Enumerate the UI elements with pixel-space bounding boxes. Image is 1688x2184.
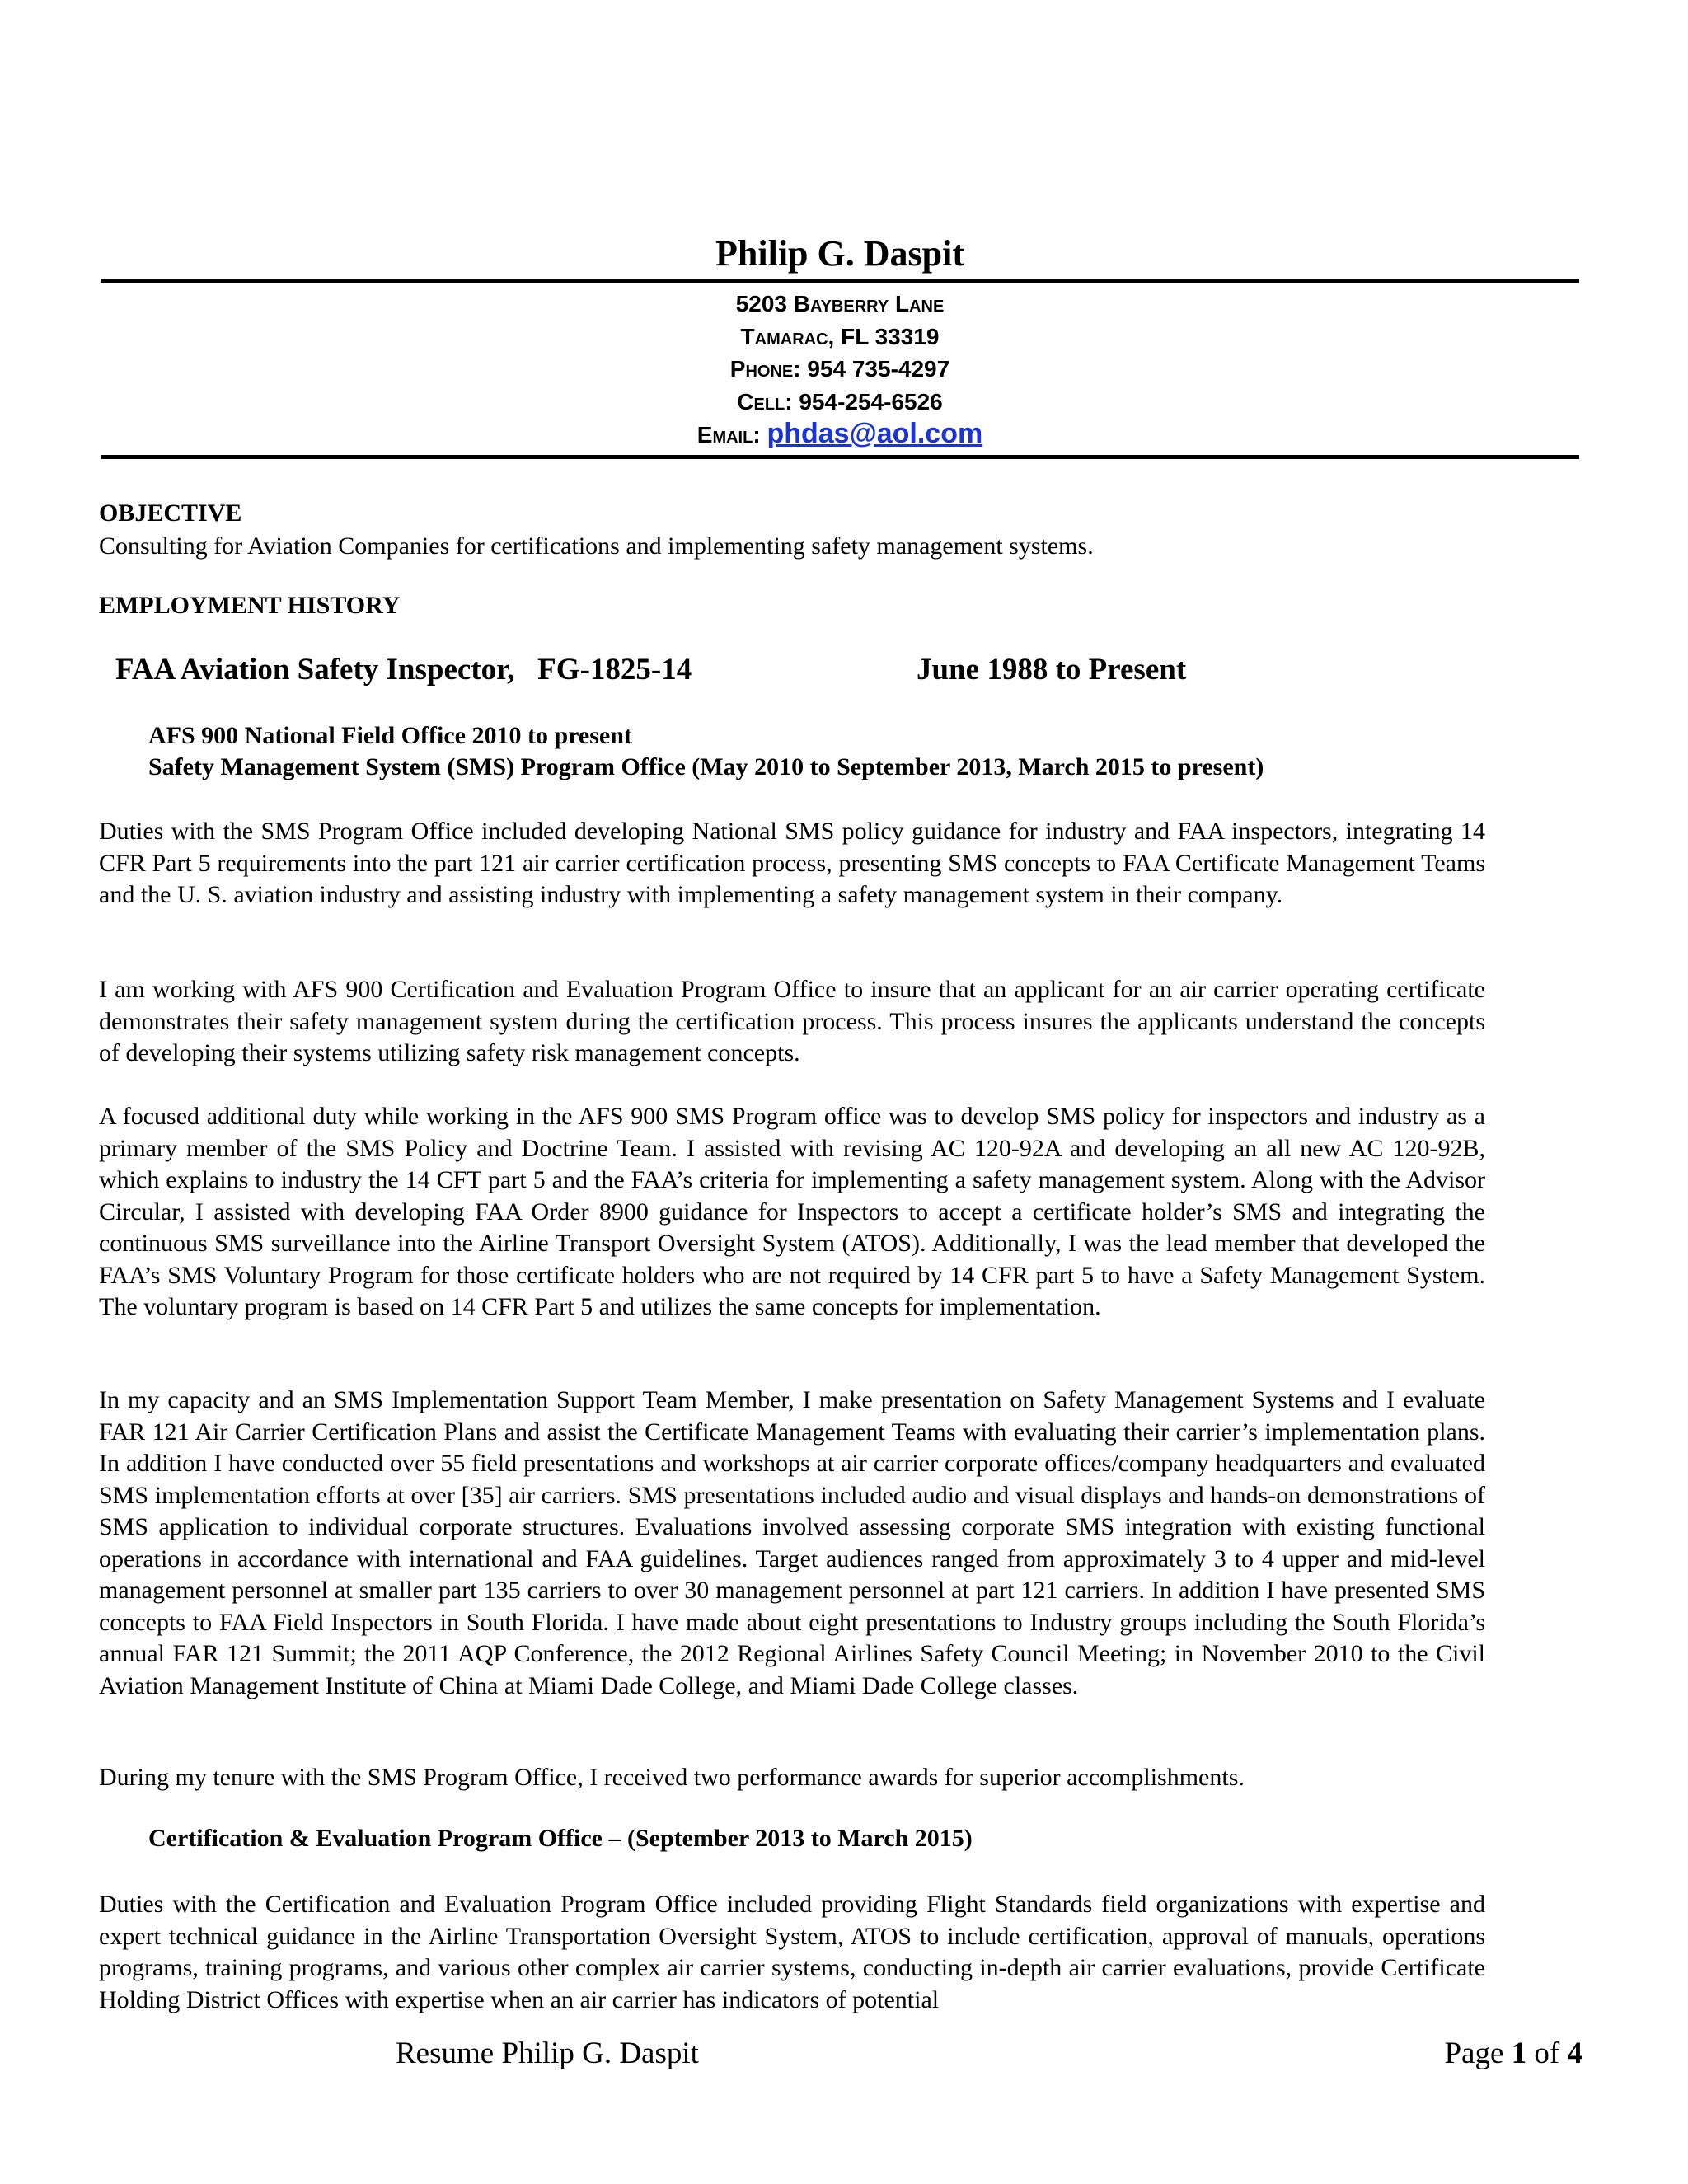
office-subheading-1: AFS 900 National Field Office 2010 to present: [148, 722, 632, 749]
cell-line: Cell: 954-254-6526: [737, 388, 943, 415]
objective-heading: OBJECTIVE: [99, 499, 242, 527]
page-current: 1: [1511, 2036, 1527, 2070]
contact-block: [101, 283, 1579, 455]
office-subheading-cert-eval: Certification & Evaluation Program Office – (September 2013 to March 2015): [148, 1825, 973, 1852]
footer-page-number: [1444, 2036, 1582, 2071]
paragraph-implementation-support: In my capacity and an SMS Implementation Support Team Member, I make presentation on Safety Management Systems and I evaluate FAR 121 Air Carrier Certification Plans and assist the Certificate Management Teams with evaluating their carrier’s implementation plans. In addition I have conducted over 55 field presentations and workshops at air carrier corporate offices/company headquarters and evaluated SMS implementation efforts at over [35] air carriers. SMS presentations included audio and visual displays and hands-on demonstrations of SMS application to individual corporate structures. Evaluations involved assessing corporate SMS integration with existing functional operations in accordance with international and FAA guidelines. Target audiences ranged from approximately 3 to 4 upper and mid-level management personnel at smaller part 135 carriers to over 30 management personnel at part 121 carriers. In addition I have presented SMS concepts to FAA Field Inspectors in South Florida. I have made about eight presentations to Industry groups including the South Florida’s annual FAR 121 Summit; the 2011 AQP Conference, the 2012 Regional Airlines Safety Council Meeting; in November 2010 to the Civil Aviation Management Institute of China at Miami Dade College, and Miami Dade College classes.: [99, 1386, 1485, 1699]
footer-resume-title: Resume Philip G. Daspit: [396, 2036, 699, 2070]
candidate-name: Philip G. Daspit: [715, 233, 964, 274]
page-prefix: Page: [1444, 2036, 1512, 2070]
address-line-2: Tamarac, FL 33319: [740, 323, 940, 349]
page-mid: of: [1526, 2036, 1568, 2070]
phone-line: Phone: 954 735-4297: [729, 356, 950, 382]
email-link[interactable]: phdas@aol.com: [767, 418, 983, 449]
email-label: Email:: [696, 422, 761, 448]
paragraph-certification-applicants: I am working with AFS 900 Certification and Evaluation Program Office to insure that an applicant for an air carrier operating certificate demonstrates their safety management system during the certification process. This process insures the applicants understand the concepts of developing their systems utilizing safety risk management concepts.: [99, 976, 1485, 1066]
paragraph-sms-duties: Duties with the SMS Program Office included developing National SMS policy guidance for industry and FAA inspectors, integrating 14 CFR Part 5 requirements into the part 121 air carrier certification process, presenting SMS concepts to FAA Certificate Management Teams and the U. S. aviation industry and assisting industry with implementing a safety management system in their company.: [99, 818, 1485, 908]
address-line-1: 5203 Bayberry Lane: [735, 291, 945, 316]
paragraph-policy-doctrine: A focused additional duty while working in the AFS 900 SMS Program office was to develop SMS policy for inspectors and industry as a primary member of the SMS Policy and Doctrine Team. I assisted with revising AC 120-92A and developing an all new AC 120-92B, which explains to industry the 14 CFT part 5 and the FAA’s criteria for implementing a safety management system. Along with the Advisor Circular, I assisted with developing FAA Order 8900 guidance for Inspectors to accept a certificate holder’s SMS and integrating the continuous SMS surveillance into the Airline Transport Oversight System (ATOS). Additionally, I was the lead member that developed the FAA’s SMS Voluntary Program for those certificate holders who are not required by 14 CFR part 5 to have a Safety Management System. The voluntary program is based on 14 CFR Part 5 and utilizes the same concepts for implementation.: [99, 1103, 1485, 1320]
employment-heading: EMPLOYMENT HISTORY: [99, 592, 401, 619]
resume-header: [101, 231, 1579, 459]
paragraph-awards: During my tenure with the SMS Program Office, I received two performance awards for superior accomplishments.: [99, 1764, 1245, 1791]
office-subheading-2: Safety Management System (SMS) Program Office (May 2010 to September 2013, March 2015 to present): [148, 753, 1264, 780]
page-total: 4: [1567, 2036, 1582, 2070]
job-dates: June 1988 to Present: [917, 653, 1187, 687]
job-title: FAA Aviation Safety Inspector, FG-1825-14: [115, 653, 692, 687]
email-line: [101, 418, 1579, 452]
paragraph-cert-eval-duties: Duties with the Certification and Evaluation Program Office included providing Flight Standards field organizations with expertise and expert technical guidance in the Airline Transportation Oversight System, ATOS to include certification, approval of manuals, operations programs, training programs, and various other complex air carrier systems, conducting in-depth air carrier evaluations, provide Certificate Holding District Offices with expertise when an air carrier has indicators of potential: [99, 1891, 1485, 2013]
header-bottom-rule: [101, 455, 1579, 459]
objective-text: Consulting for Aviation Companies for certifications and implementing safety management systems.: [99, 532, 1094, 560]
